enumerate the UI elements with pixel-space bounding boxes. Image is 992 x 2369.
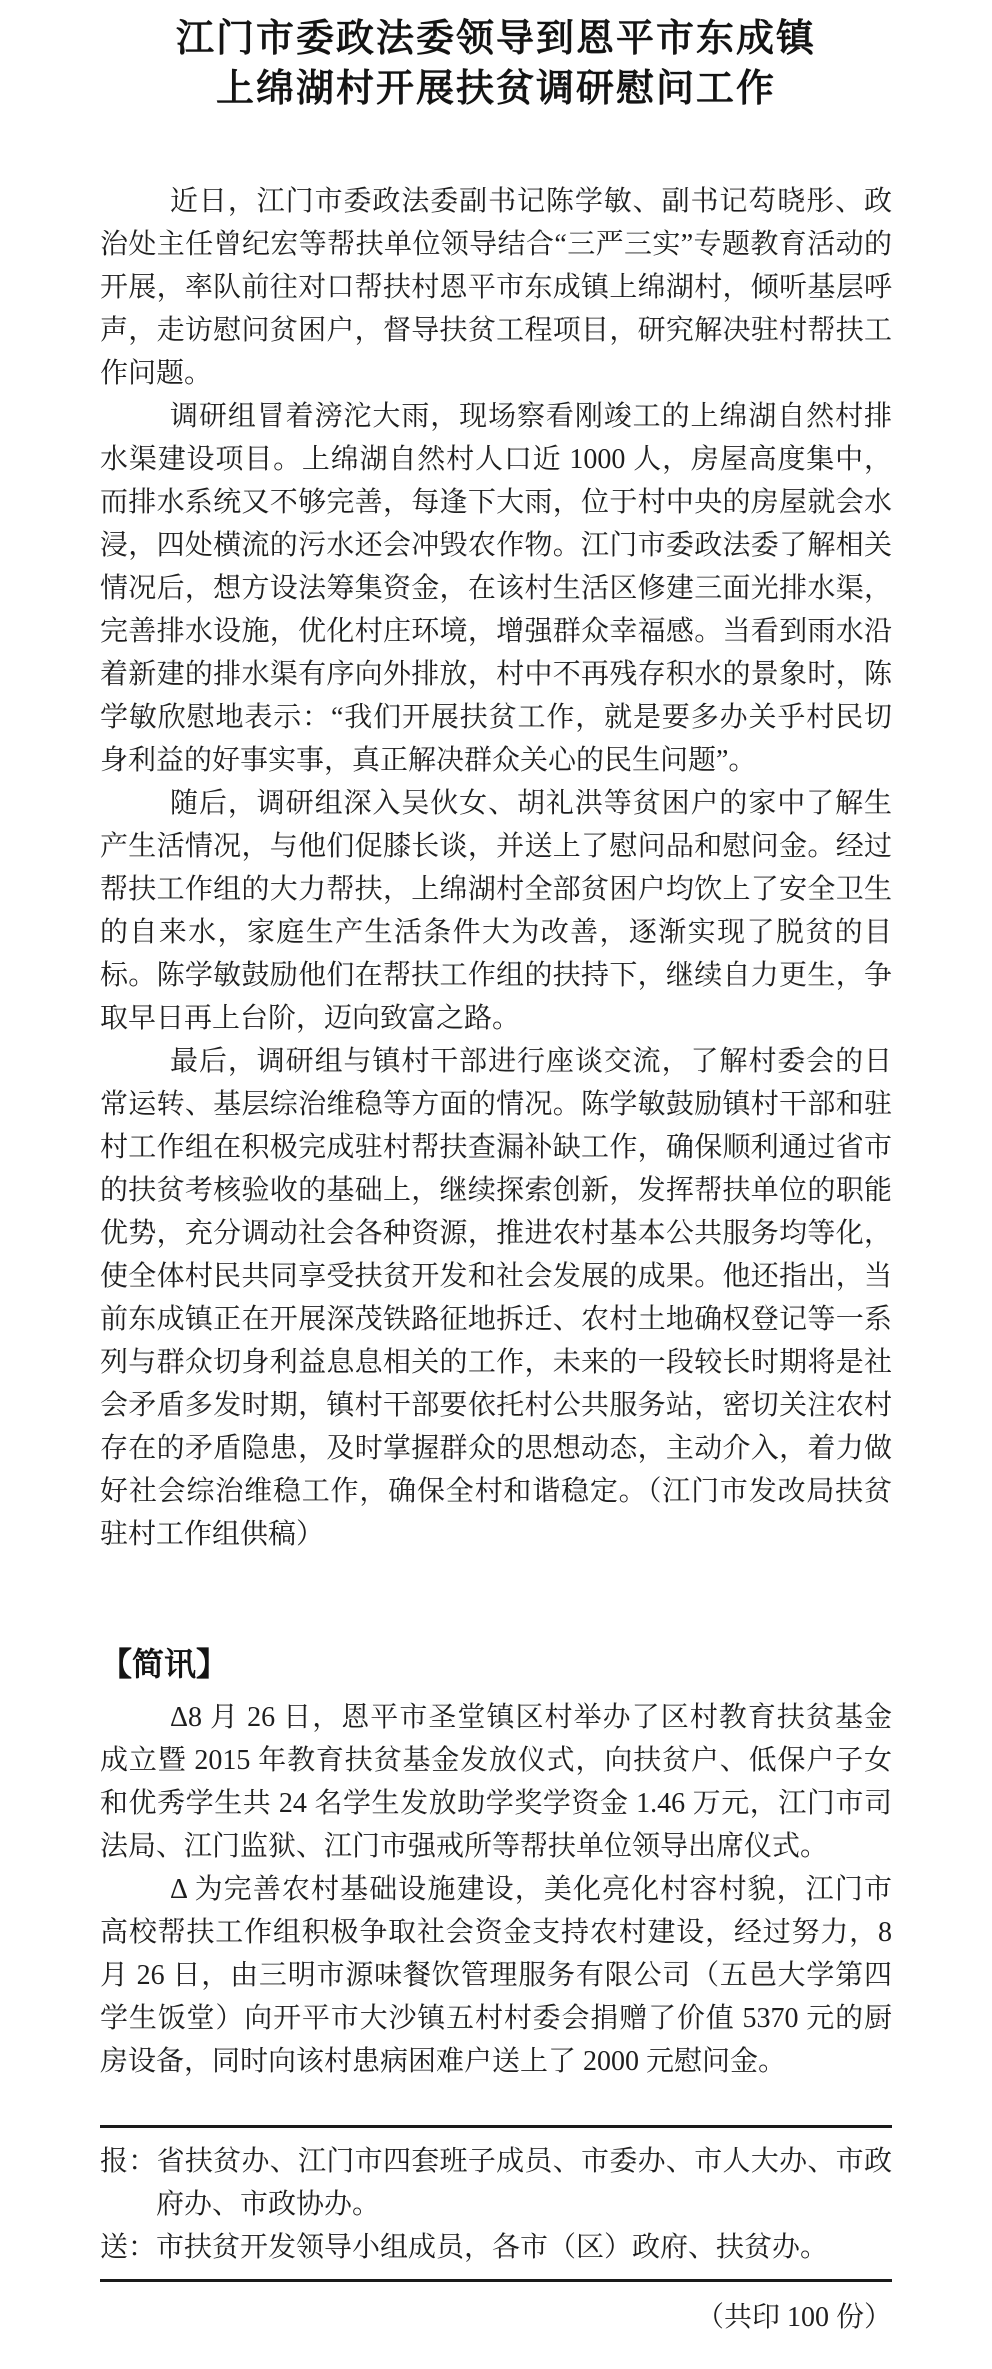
report-line — [100, 2140, 892, 2226]
print-count: （共印 100 份） — [695, 2302, 892, 2333]
briefs-section — [100, 1696, 892, 2083]
title-line-1: 江门市委政法委领导到恩平市东成镇 — [175, 18, 816, 60]
paragraph-1: 近日，江门市委政法委副书记陈学敏、副书记芶晓彤、政治处主任曾纪宏等帮扶单位领导结合“三严三实”专题教育活动的开展，率队前往对口帮扶村恩平市东成镇上绵湖村，倾听基层呼声，走访慰问贫困户，督导扶贫工程项目，研究解决驻村帮扶工作问题。 — [100, 186, 892, 389]
briefs-heading: 【简讯】 — [100, 1646, 229, 1682]
send-text: 市扶贫开发领导小组成员，各市（区）政府、扶贫办。 — [156, 2232, 829, 2263]
paragraph-2: 调研组冒着滂沱大雨，现场察看刚竣工的上绵湖自然村排水渠建设项目。上绵湖自然村人口近 1000 人，房屋高度集中，而排水系统又不够完善，每逢下大雨，位于村中央的房屋就会水浸，四处横流的污水还会冲毁农作物。江门市委政法委了解相关情况后，想方设法筹集资金，在该村生活区修建三面光排水渠，完善排水设施，优化村庄环境，增强群众幸福感。当看到雨水沿着新建的排水渠有序向外排放，村中不再残存积水的景象时，陈学敏欣慰地表示：“我们开展扶贫工作，就是要多办关乎村民切身利益的好事实事，真正解决群众关心的民生问题”。 — [100, 401, 892, 776]
report-text: 省扶贫办、江门市四套班子成员、市委办、市人大办、市政府办、市政协办。 — [156, 2146, 892, 2220]
paragraph-3: 随后，调研组深入吴伙女、胡礼洪等贫困户的家中了解生产生活情况，与他们促膝长谈，并送上了慰问品和慰问金。经过帮扶工作组的大力帮扶，上绵湖村全部贫困户均饮上了安全卫生的自来水，家庭生产生活条件大为改善，逐渐实现了脱贫的目标。陈学敏鼓励他们在帮扶工作组的扶持下，继续自力更生，争取早日再上台阶，迈向致富之路。 — [100, 788, 892, 1034]
distribution-footer — [100, 2125, 892, 2339]
title-line-2: 上绵湖村开展扶贫调研慰问工作 — [215, 68, 776, 110]
brief-item-2: Δ 为完善农村基础设施建设，美化亮化村容村貌，江门市高校帮扶工作组积极争取社会资金支持农村建设，经过努力，8 月 26 日，由三明市源味餐饮管理服务有限公司（五邑大学第四学生饭堂）向开平市大沙镇五村村委会捐赠了价值 5370 元的厨房设备，同时向该村患病困难户送上了 2000 元慰问金。 — [100, 1874, 892, 2077]
article-body — [100, 180, 892, 1556]
send-label: 送： — [100, 2232, 157, 2263]
report-label: 报： — [100, 2146, 157, 2177]
footer-lines — [100, 2128, 892, 2279]
footer-divider-bottom — [100, 2279, 892, 2282]
send-line — [100, 2226, 892, 2269]
brief-item-1: Δ8 月 26 日，恩平市圣堂镇区村举办了区村教育扶贫基金成立暨 2015 年教育扶贫基金发放仪式，向扶贫户、低保户子女和优秀学生共 24 名学生发放助学奖学资金 1.46 万元，江门市司法局、江门监狱、江门市强戒所等帮扶单位领导出席仪式。 — [100, 1702, 892, 1862]
document-title — [100, 14, 892, 114]
paragraph-4: 最后，调研组与镇村干部进行座谈交流，了解村委会的日常运转、基层综治维稳等方面的情况。陈学敏鼓励镇村干部和驻村工作组在积极完成驻村帮扶查漏补缺工作，确保顺利通过省市的扶贫考核验收的基础上，继续探索创新，发挥帮扶单位的职能优势，充分调动社会各种资源，推进农村基本公共服务均等化，使全体村民共同享受扶贫开发和社会发展的成果。他还指出，当前东成镇正在开展深茂铁路征地拆迁、农村土地确权登记等一系列与群众切身利益息息相关的工作，未来的一段较长时期将是社会矛盾多发时期，镇村干部要依托村公共服务站，密切关注农村存在的矛盾隐患，及时掌握群众的思想动态，主动介入，着力做好社会综治维稳工作，确保全村和谐稳定。（江门市发改局扶贫驻村工作组供稿） — [100, 1046, 892, 1550]
